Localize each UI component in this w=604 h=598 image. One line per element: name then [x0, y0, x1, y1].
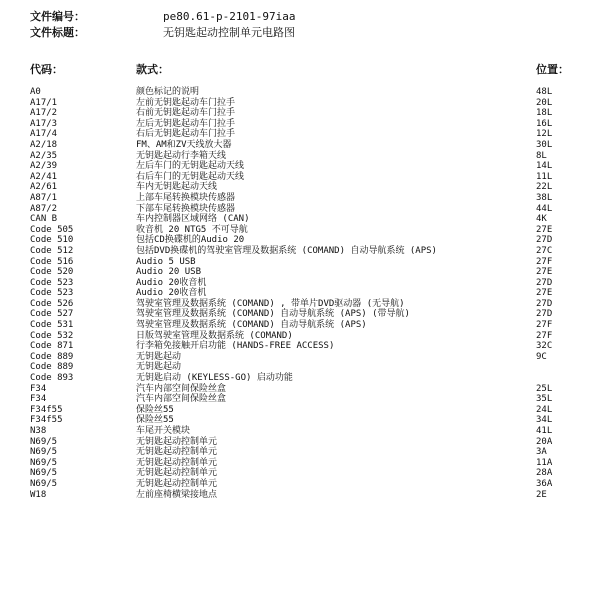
- row-description: 车内控制器区域网络 (CAN): [136, 214, 250, 225]
- row-code: N69/5: [30, 478, 58, 489]
- table-row: [0, 182, 604, 193]
- row-position: 11L: [536, 171, 553, 182]
- row-code: Code 531: [30, 320, 74, 331]
- table-row: [0, 161, 604, 172]
- table-row: [0, 257, 604, 268]
- row-code: A17/1: [30, 97, 58, 108]
- row-position: 4K: [536, 214, 547, 225]
- table-row: [0, 288, 604, 299]
- row-description: 左后车门的无钥匙起动天线: [136, 161, 245, 172]
- row-description: 右前无钥匙起动车门拉手: [136, 108, 236, 119]
- row-description: Audio 20 USB: [136, 267, 202, 278]
- document-number-value: pe80.61-p-2101-97iaa: [163, 10, 296, 23]
- table-row: [0, 309, 604, 320]
- row-position: 27F: [536, 330, 553, 341]
- row-code: Code 510: [30, 235, 74, 246]
- row-code: Code 889: [30, 351, 74, 362]
- row-position: 48L: [536, 87, 553, 97]
- table-row: [0, 352, 604, 363]
- row-description: 右后车门的无钥匙起动天线: [136, 171, 245, 182]
- row-code: A17/2: [30, 108, 58, 119]
- row-position: 27F: [536, 320, 553, 331]
- row-description: 无钥匙起动行李箱天线: [136, 150, 227, 161]
- row-position: 24L: [536, 404, 553, 415]
- row-description: 左前无钥匙起动车门拉手: [136, 97, 236, 108]
- row-code: Code 523: [30, 288, 74, 299]
- row-position: 27D: [536, 235, 553, 246]
- table-row: [0, 204, 604, 215]
- row-position: 22L: [536, 182, 553, 193]
- table-row: [0, 129, 604, 140]
- table-row: [0, 437, 604, 448]
- row-code: F34f55: [30, 404, 63, 415]
- column-header-position: 位置：: [536, 63, 569, 76]
- row-code: A0: [30, 87, 41, 97]
- row-code: A2/41: [30, 171, 58, 182]
- row-code: Code 523: [30, 277, 74, 288]
- row-position: 14L: [536, 161, 553, 172]
- row-description: 上部车尾转换模块传感器: [136, 192, 236, 203]
- table-row: [0, 447, 604, 458]
- table-row: [0, 373, 604, 384]
- table-row: [0, 225, 604, 236]
- document-title-value: 无钥匙起动控制单元电路图: [163, 26, 295, 39]
- row-description: 车内无钥匙起动天线: [136, 182, 218, 193]
- row-description: 汽车内部空间保险丝盒: [136, 394, 227, 405]
- table-row: [0, 87, 604, 98]
- table-row: [0, 140, 604, 151]
- row-position: 27E: [536, 224, 553, 235]
- row-code: A2/61: [30, 182, 58, 193]
- row-code: Code 889: [30, 362, 74, 373]
- row-position: 27C: [536, 245, 553, 256]
- row-description: 行李箱免接触开启功能 (HANDS-FREE ACCESS): [136, 341, 335, 352]
- column-header-code: 代码：: [30, 63, 63, 76]
- row-description: 包括DVD换碟机的驾驶室管理及数据系统 (COMAND) 自动导航系统 (APS): [136, 245, 437, 256]
- row-code: N69/5: [30, 436, 58, 447]
- row-description: 无钥匙起动: [136, 362, 182, 373]
- row-description: 无钥匙起动控制单元: [136, 457, 218, 468]
- row-description: 无钥匙启动 (KEYLESS-GO) 启动功能: [136, 373, 293, 384]
- row-position: 2E: [536, 489, 547, 500]
- row-code: A87/2: [30, 203, 58, 214]
- table-row: [0, 384, 604, 395]
- row-description: 无钥匙起动控制单元: [136, 447, 218, 458]
- row-position: 41L: [536, 426, 553, 436]
- table-row: [0, 235, 604, 246]
- row-description: 驾驶室管理及数据系统 (COMAND) , 带单片DVD驱动器 (无导航): [136, 298, 405, 309]
- row-position: 30L: [536, 139, 553, 150]
- row-description: 左前座椅横梁接地点: [136, 489, 218, 500]
- row-position: 35L: [536, 394, 553, 405]
- row-position: 27D: [536, 309, 553, 320]
- row-code: Code 526: [30, 298, 74, 309]
- row-code: A2/18: [30, 139, 58, 150]
- row-description: 包括CD换碟机的Audio 20: [136, 235, 245, 246]
- row-code: Code 532: [30, 330, 74, 341]
- row-description: 车尾开关模块: [136, 426, 191, 436]
- row-position: 36A: [536, 478, 553, 489]
- row-code: F34: [30, 394, 47, 405]
- table-row: [0, 193, 604, 204]
- row-position: 16L: [536, 118, 553, 129]
- row-position: 25L: [536, 383, 553, 394]
- table-row: [0, 341, 604, 352]
- row-description: 驾驶室管理及数据系统 (COMAND) 自动导航系统 (APS) (带导航): [136, 309, 410, 320]
- row-code: Code 505: [30, 224, 74, 235]
- table-row: [0, 267, 604, 278]
- table-row: [0, 362, 604, 373]
- row-description: 无钥匙起动控制单元: [136, 468, 218, 479]
- row-description: FM、AM和ZV天线放大器: [136, 139, 232, 150]
- row-position: 20A: [536, 436, 553, 447]
- document-number-label: 文件编号：: [30, 10, 85, 23]
- table-row: [0, 108, 604, 119]
- row-description: Audio 20收音机: [136, 288, 207, 299]
- row-code: F34f55: [30, 415, 63, 426]
- row-code: N69/5: [30, 468, 58, 479]
- row-description: 颜色标记的说明: [136, 87, 200, 97]
- row-description: 无钥匙起动控制单元: [136, 478, 218, 489]
- row-description: 下部车尾转换模块传感器: [136, 203, 236, 214]
- table-row: [0, 320, 604, 331]
- table-row: [0, 214, 604, 225]
- row-description: Audio 20收音机: [136, 277, 207, 288]
- row-code: Code 512: [30, 245, 74, 256]
- row-position: 34L: [536, 415, 553, 426]
- table-row: [0, 246, 604, 257]
- table-row: [0, 98, 604, 109]
- row-code: F34: [30, 383, 47, 394]
- document-title-label: 文件标题：: [30, 26, 85, 39]
- row-code: N69/5: [30, 457, 58, 468]
- row-code: Code 520: [30, 267, 74, 278]
- table-row: [0, 119, 604, 130]
- table-row: [0, 278, 604, 289]
- row-code: Code 871: [30, 341, 74, 352]
- row-description: Audio 5 USB: [136, 256, 196, 267]
- row-description: 右后无钥匙起动车门拉手: [136, 129, 236, 140]
- column-header-description: 款式：: [136, 63, 169, 76]
- row-code: Code 516: [30, 256, 74, 267]
- row-position: 44L: [536, 203, 553, 214]
- table-row: [0, 299, 604, 310]
- row-code: Code 527: [30, 309, 74, 320]
- row-description: 无钥匙起动控制单元: [136, 436, 218, 447]
- row-code: A2/39: [30, 161, 58, 172]
- row-code: N69/5: [30, 447, 58, 458]
- row-description: 驾驶室管理及数据系统 (COMAND) 自动导航系统 (APS): [136, 320, 367, 331]
- row-position: 28A: [536, 468, 553, 479]
- row-description: 左后无钥匙起动车门拉手: [136, 118, 236, 129]
- row-position: 27F: [536, 256, 553, 267]
- table-row: [0, 468, 604, 479]
- row-position: 27D: [536, 277, 553, 288]
- row-description: 日版驾驶室管理及数据系统 (COMAND): [136, 330, 293, 341]
- table-row: [0, 172, 604, 183]
- row-position: 32C: [536, 341, 553, 352]
- table-row: [0, 405, 604, 416]
- row-code: CAN B: [30, 214, 58, 225]
- row-code: A17/4: [30, 129, 58, 140]
- row-position: 9C: [536, 351, 547, 362]
- row-position: 38L: [536, 192, 553, 203]
- row-code: A2/35: [30, 150, 58, 161]
- row-code: N38: [30, 426, 47, 436]
- table-row: [0, 415, 604, 426]
- row-position: 27E: [536, 288, 553, 299]
- table-row: [0, 490, 604, 501]
- row-description: 收音机 20 NTG5 不可导航: [136, 224, 248, 235]
- row-position: 11A: [536, 457, 553, 468]
- row-code: Code 893: [30, 373, 74, 384]
- row-position: 3A: [536, 447, 547, 458]
- table-row: [0, 394, 604, 405]
- row-position: 8L: [536, 150, 547, 161]
- row-position: 20L: [536, 97, 553, 108]
- row-description: 保险丝55: [136, 404, 174, 415]
- row-description: 无钥匙起动: [136, 351, 182, 362]
- table-row: [0, 426, 604, 437]
- table-row: [0, 331, 604, 342]
- row-position: 12L: [536, 129, 553, 140]
- row-description: 汽车内部空间保险丝盒: [136, 383, 227, 394]
- row-description: 保险丝55: [136, 415, 174, 426]
- table-row: [0, 458, 604, 469]
- row-code: A87/1: [30, 192, 58, 203]
- row-code: A17/3: [30, 118, 58, 129]
- row-position: 27D: [536, 298, 553, 309]
- table-row: [0, 151, 604, 162]
- component-table: [0, 87, 604, 500]
- row-position: 18L: [536, 108, 553, 119]
- table-row: [0, 479, 604, 490]
- row-position: 27E: [536, 267, 553, 278]
- row-code: W18: [30, 489, 47, 500]
